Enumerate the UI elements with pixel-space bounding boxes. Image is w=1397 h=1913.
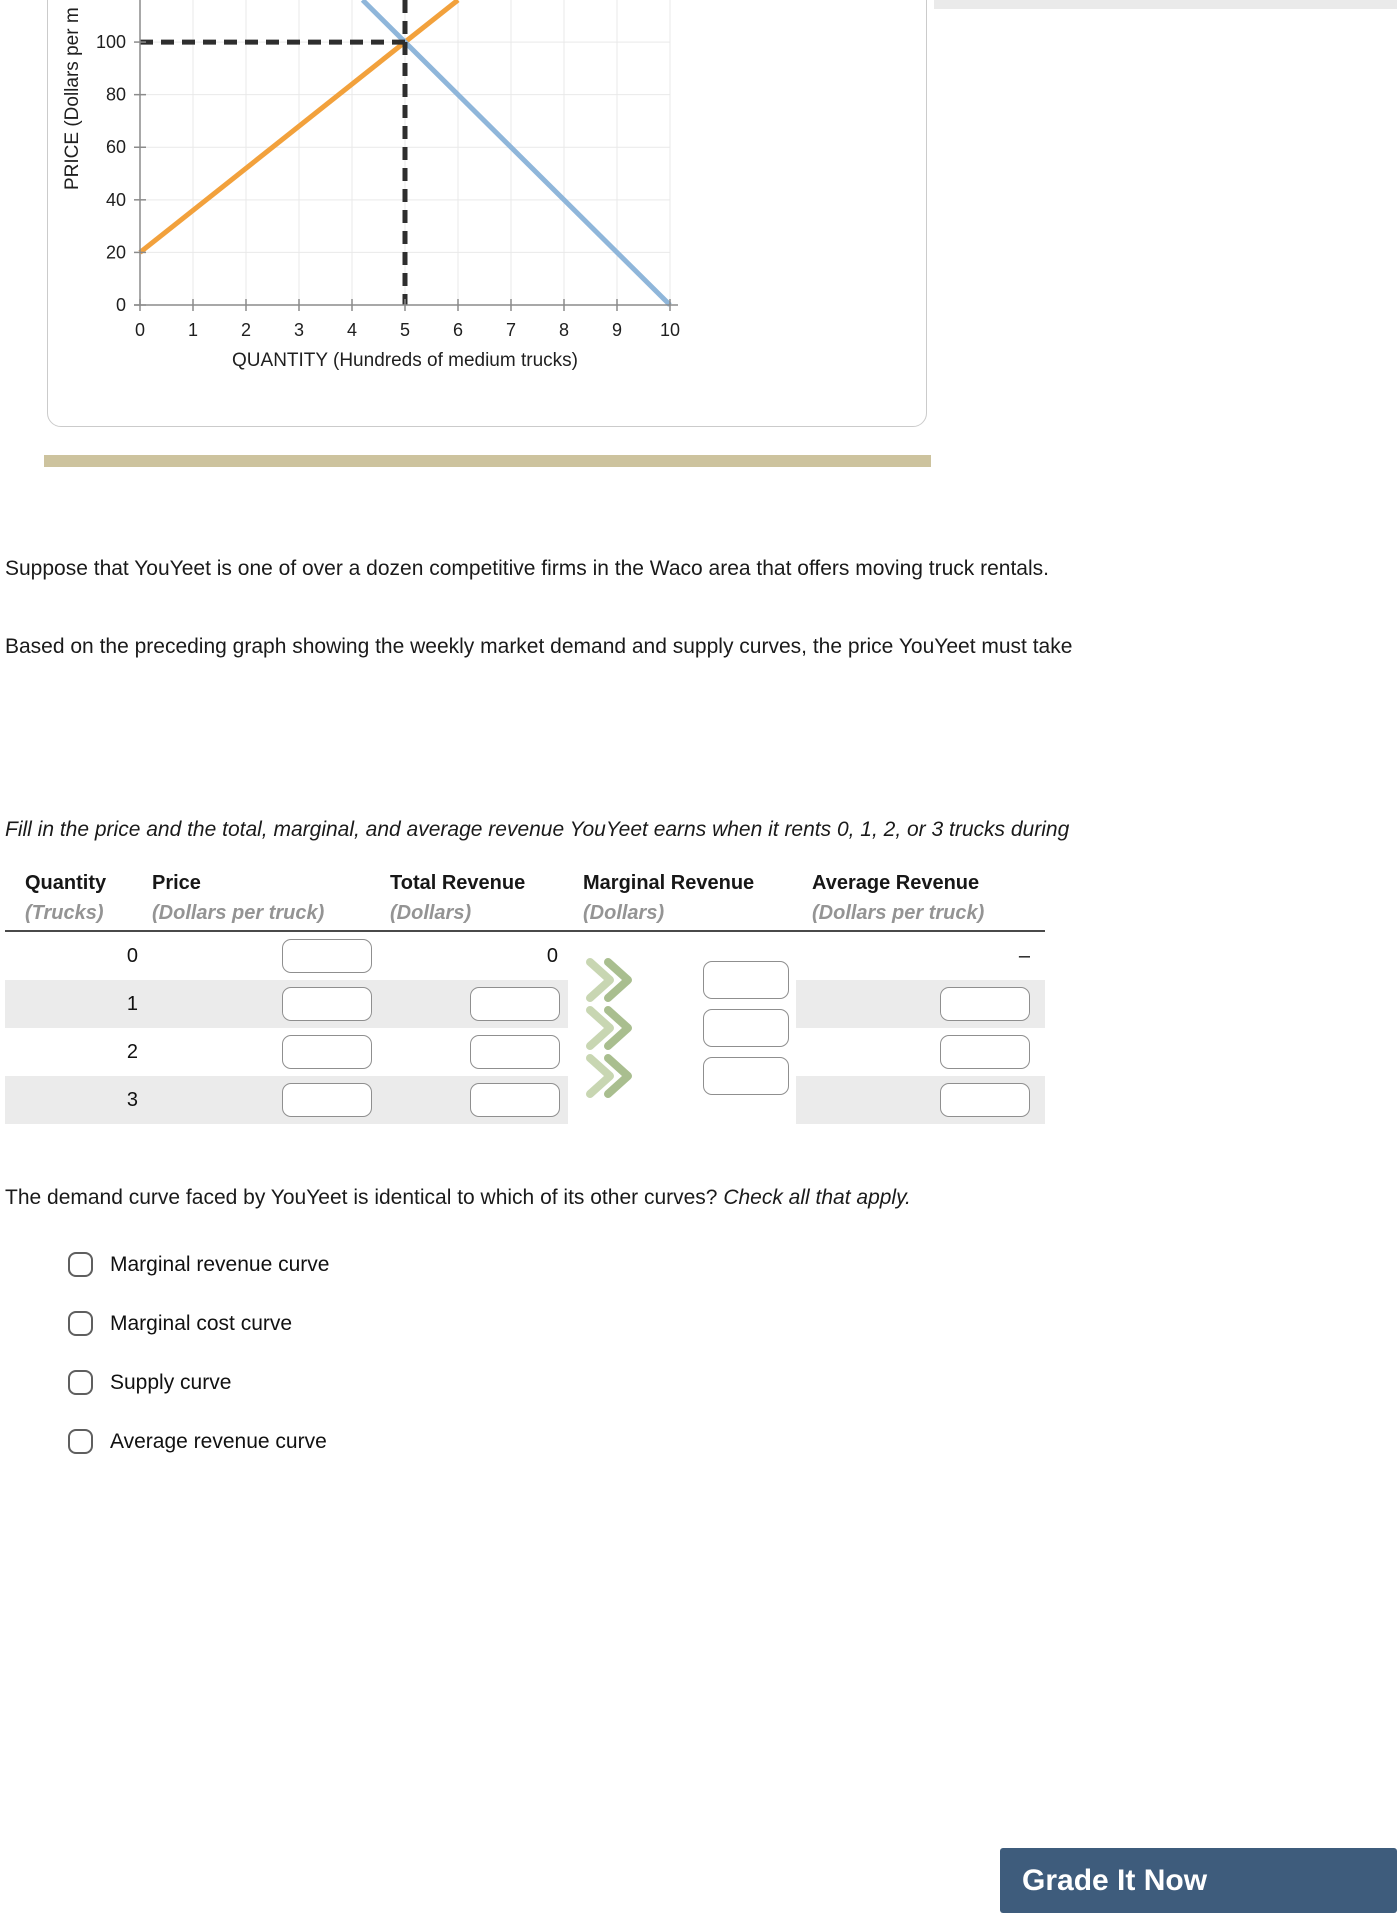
checkbox-question [5, 1186, 911, 1210]
average-revenue-value-row-0: – [1018, 945, 1030, 967]
price-input-row-3[interactable] [282, 1083, 372, 1117]
col-subheader-quantity: (Trucks) [25, 902, 104, 924]
market-supply-demand-chart [0, 0, 760, 385]
checkbox-average-revenue-curve[interactable] [68, 1429, 93, 1454]
price-input-row-0[interactable] [282, 939, 372, 973]
col-header-quantity: Quantity [25, 872, 107, 894]
checkbox-label: Average revenue curve [110, 1429, 327, 1453]
x-axis-tick-label: 6 [452, 320, 464, 340]
quantity-value-row-3: 3 [126, 1089, 138, 1111]
total-revenue-input-row-1[interactable] [470, 987, 560, 1021]
checkbox-option-marginal-cost-curve [68, 1311, 292, 1336]
intro-paragraph-1: Suppose that YouYeet is one of over a dozen competitive firms in the Waco area that offers moving truck rentals. [5, 557, 1049, 580]
x-axis-tick-label: 9 [611, 320, 623, 340]
checkbox-label: Marginal cost curve [110, 1311, 293, 1335]
checkbox-supply-curve[interactable] [68, 1370, 93, 1395]
price-input-row-1[interactable] [282, 987, 372, 1021]
marginal-revenue-chevron-icon [583, 958, 639, 1002]
question-text: The demand curve faced by YouYeet is identical to which of its other curves? [5, 1186, 724, 1209]
col-header-average-revenue: Average Revenue [812, 872, 980, 894]
checkbox-option-supply-curve [68, 1370, 231, 1395]
x-axis-tick-label: 7 [505, 320, 517, 340]
col-header-total-revenue: Total Revenue [390, 872, 526, 894]
total-revenue-value-row-0: 0 [546, 945, 558, 967]
section-divider [44, 455, 931, 467]
total-revenue-input-row-2[interactable] [470, 1035, 560, 1069]
checkbox-option-marginal-revenue-curve [68, 1252, 329, 1277]
x-axis-tick-label: 10 [659, 320, 681, 340]
x-axis-tick-label: 2 [240, 320, 252, 340]
col-subheader-marginal-revenue: (Dollars) [583, 902, 665, 924]
col-subheader-price: (Dollars per truck) [152, 902, 325, 924]
marginal-revenue-input-1-2[interactable] [703, 1009, 789, 1047]
y-axis-tick-label: 0 [115, 295, 126, 315]
y-axis-tick-label: 60 [105, 137, 126, 158]
average-revenue-input-row-3[interactable] [940, 1083, 1030, 1117]
y-axis-tick-label: 40 [105, 189, 126, 210]
revenue-table [5, 866, 1045, 1128]
y-axis-title: PRICE (Dollars per m [62, 7, 83, 190]
quantity-value-row-1: 1 [126, 993, 138, 1015]
price-input-row-2[interactable] [282, 1035, 372, 1069]
y-axis-tick-label: 100 [95, 32, 126, 53]
marginal-revenue-chevron-icon [583, 1054, 639, 1098]
x-axis-tick-label: 4 [346, 320, 358, 340]
checkbox-marginal-cost-curve[interactable] [68, 1311, 93, 1336]
x-axis-title: QUANTITY (Hundreds of medium trucks) [232, 350, 578, 371]
x-axis-tick-label: 8 [558, 320, 570, 340]
col-header-price: Price [152, 872, 201, 894]
quantity-value-row-2: 2 [126, 1041, 138, 1063]
total-revenue-input-row-3[interactable] [470, 1083, 560, 1117]
y-axis-tick-label: 20 [105, 242, 126, 263]
x-axis-tick-label: 0 [134, 320, 146, 340]
checkbox-marginal-revenue-curve[interactable] [68, 1252, 93, 1277]
x-axis-tick-label: 3 [293, 320, 305, 340]
fill-in-instruction: Fill in the price and the total, marginal, and average revenue YouYeet earns when it rents 0, 1, 2, or 3 trucks during [5, 818, 1070, 841]
average-revenue-input-row-1[interactable] [940, 987, 1030, 1021]
grade-it-now-button[interactable]: Grade It Now [1000, 1848, 1397, 1913]
checkbox-label: Marginal revenue curve [110, 1252, 330, 1276]
checkbox-option-average-revenue-curve [68, 1429, 327, 1454]
col-subheader-total-revenue: (Dollars) [390, 902, 472, 924]
marginal-revenue-chevron-icon [583, 1006, 639, 1050]
marginal-revenue-input-2-3[interactable] [703, 1057, 789, 1095]
col-subheader-average-revenue: (Dollars per truck) [812, 902, 985, 924]
x-axis-tick-label: 1 [187, 320, 199, 340]
demand-curve-line [363, 0, 670, 305]
y-axis-tick-label: 80 [105, 84, 126, 105]
question-emphasis: Check all that apply. [723, 1186, 911, 1209]
marginal-revenue-input-0-1[interactable] [703, 961, 789, 999]
checkbox-label: Supply curve [110, 1370, 232, 1394]
x-axis-tick-label: 5 [399, 320, 411, 340]
intro-paragraph-2: Based on the preceding graph showing the weekly market demand and supply curves, the price YouYeet must take [5, 635, 1073, 658]
col-header-marginal-revenue: Marginal Revenue [583, 872, 755, 894]
top-right-strip [934, 0, 1397, 9]
average-revenue-input-row-2[interactable] [940, 1035, 1030, 1069]
quantity-value-row-0: 0 [126, 945, 138, 967]
